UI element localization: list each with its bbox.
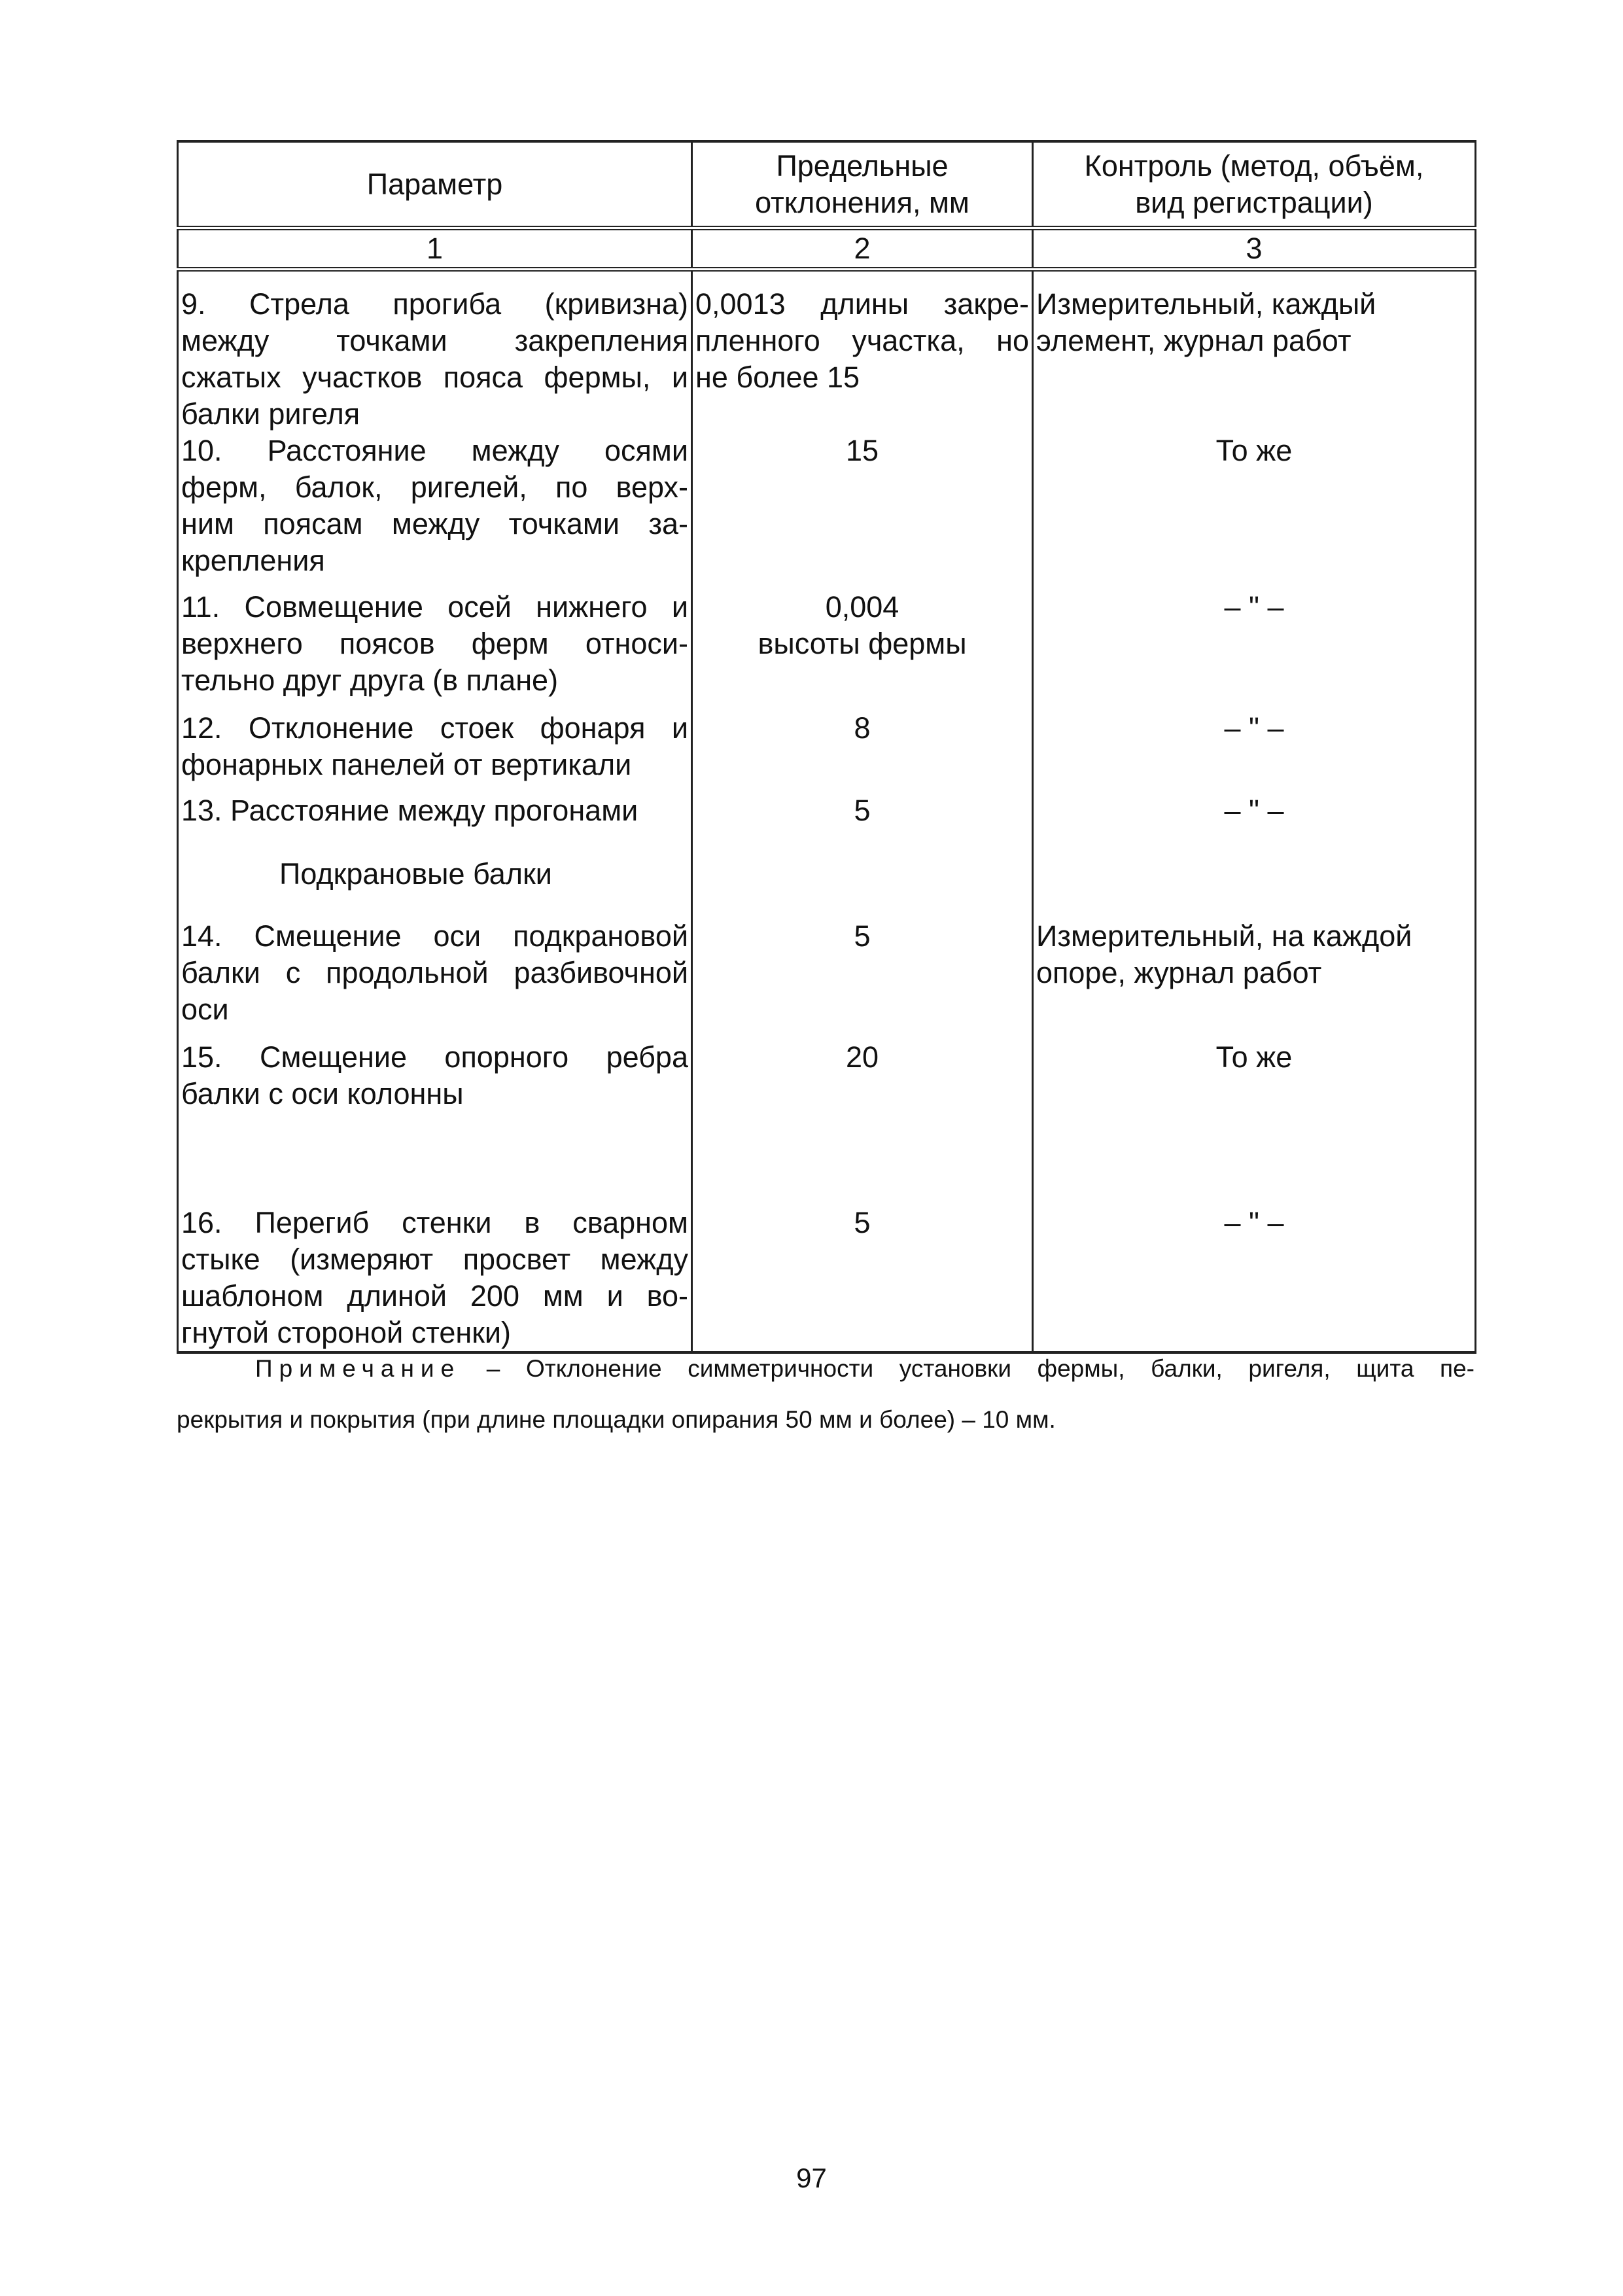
table-row xyxy=(178,1039,1476,1160)
deviation-cell-line: пленного участка, но xyxy=(695,324,1029,357)
deviation-cell-line: 5 xyxy=(854,919,871,953)
note-label: Примечание xyxy=(255,1355,461,1382)
parameter-cell-line: оси xyxy=(181,993,229,1026)
column-header-line: отклонения, мм xyxy=(755,185,969,219)
parameter-cell xyxy=(178,270,692,433)
control-cell xyxy=(1033,710,1476,792)
control-cell-line: То же xyxy=(1215,434,1293,467)
table-row xyxy=(178,710,1476,792)
table-row xyxy=(178,792,1476,856)
parameter-cell-line: 9. Стрела прогиба (кривизна) xyxy=(181,287,688,321)
deviation-cell-line: 0,004 xyxy=(825,590,899,624)
empty-cell xyxy=(1033,856,1476,918)
parameter-cell-line: верхнего поясов ферм относи- xyxy=(181,627,688,660)
column-header xyxy=(692,141,1033,228)
parameter-cell xyxy=(178,1039,692,1160)
control-cell xyxy=(1033,1160,1476,1352)
parameter-cell-line: сжатых участков пояса фермы, и xyxy=(181,361,688,394)
deviation-cell xyxy=(692,589,1033,710)
control-cell-line: элемент, журнал работ xyxy=(1036,324,1352,357)
parameter-cell xyxy=(178,710,692,792)
parameter-cell-line: 11. Совмещение осей нижнего и xyxy=(181,590,688,624)
column-header-line: Параметр xyxy=(366,167,503,201)
deviation-cell xyxy=(692,270,1033,433)
tolerances-table xyxy=(177,140,1476,1354)
control-cell-line: Измерительный, на каждой xyxy=(1036,919,1412,953)
parameter-cell xyxy=(178,433,692,589)
control-cell-line: – " – xyxy=(1224,711,1284,745)
column-number-row xyxy=(178,228,1476,270)
section-row xyxy=(178,856,1476,918)
control-cell-line: опоре, журнал работ xyxy=(1036,956,1322,989)
parameter-cell-line: тельно друг друга (в плане) xyxy=(181,663,559,697)
note-text-1: – Отклонение симметричности установки фермы, балки, ригеля, щита пе- xyxy=(461,1355,1475,1382)
control-cell xyxy=(1033,433,1476,589)
table-row xyxy=(178,433,1476,589)
parameter-cell-line: ферм, балок, ригелей, по верх- xyxy=(181,470,688,504)
column-number: 1 xyxy=(178,228,692,270)
parameter-cell-line: 12. Отклонение стоек фонаря и xyxy=(181,711,688,745)
parameter-cell-line: 10. Расстояние между осями xyxy=(181,434,688,467)
note-line-2: рекрытия и покрытия (при длине площадки опирания 50 мм и более) – 10 мм. xyxy=(177,1406,1056,1433)
section-title xyxy=(178,856,692,918)
deviation-cell-line: 5 xyxy=(854,794,871,827)
control-cell xyxy=(1033,589,1476,710)
table-row xyxy=(178,1160,1476,1352)
empty-cell xyxy=(692,856,1033,918)
column-header xyxy=(178,141,692,228)
parameter-cell xyxy=(178,918,692,1039)
page-number: 97 xyxy=(796,2163,827,2193)
column-header xyxy=(1033,141,1476,228)
column-number: 3 xyxy=(1033,228,1476,270)
parameter-cell xyxy=(178,589,692,710)
table-row xyxy=(178,589,1476,710)
parameter-cell-line: 13. Расстояние между прогонами xyxy=(181,794,638,827)
parameter-cell-line: ним поясам между точками за- xyxy=(181,507,688,540)
parameter-cell-line: балки ригеля xyxy=(181,397,360,431)
deviation-cell xyxy=(692,918,1033,1039)
deviation-cell-line: 15 xyxy=(845,434,879,467)
control-cell-line: – " – xyxy=(1224,1206,1284,1239)
control-cell xyxy=(1033,792,1476,856)
parameter-cell-line: между точками закрепления xyxy=(181,324,688,357)
control-cell xyxy=(1033,918,1476,1039)
parameter-cell-line: стыке (измеряют просвет между xyxy=(181,1243,688,1276)
deviation-cell-line: 8 xyxy=(854,711,871,745)
parameter-cell-line: балки с оси колонны xyxy=(181,1077,464,1110)
deviation-cell-line: 20 xyxy=(845,1040,879,1074)
section-title-text: Подкрановые балки xyxy=(279,857,552,891)
parameter-cell-line: крепления xyxy=(181,544,325,577)
parameter-cell-line: 15. Смещение опорного ребра xyxy=(181,1040,688,1074)
parameter-cell-line: фонарных панелей от вертикали xyxy=(181,748,632,781)
column-header-line: Предельные xyxy=(776,149,949,183)
deviation-cell xyxy=(692,1039,1033,1160)
parameter-cell-line: 16. Перегиб стенки в сварном xyxy=(181,1206,688,1239)
parameter-cell-line: балки с продольной разбивочной xyxy=(181,956,688,989)
parameter-cell xyxy=(178,792,692,856)
control-cell-line: То же xyxy=(1215,1040,1293,1074)
deviation-cell xyxy=(692,792,1033,856)
header-row xyxy=(178,141,1476,228)
table-row xyxy=(178,918,1476,1039)
deviation-cell xyxy=(692,710,1033,792)
control-cell xyxy=(1033,270,1476,433)
deviation-cell xyxy=(692,1160,1033,1352)
parameter-cell-line: гнутой стороной стенки) xyxy=(181,1316,512,1349)
control-cell-line: – " – xyxy=(1224,590,1284,624)
control-cell-line: Измерительный, каждый xyxy=(1036,287,1376,321)
deviation-cell-line: высоты фермы xyxy=(758,627,967,660)
table-row xyxy=(178,270,1476,433)
control-cell-line: – " – xyxy=(1224,794,1284,827)
parameter-cell xyxy=(178,1160,692,1352)
parameter-cell-line: 14. Смещение оси подкрановой xyxy=(181,919,688,953)
parameter-cell-line: шаблоном длиной 200 мм и во- xyxy=(181,1279,688,1313)
deviation-cell xyxy=(692,433,1033,589)
deviation-cell-line: 0,0013 длины закре- xyxy=(695,287,1029,321)
column-header-line: вид регистрации) xyxy=(1135,185,1373,219)
deviation-cell-line: не более 15 xyxy=(695,361,860,394)
note-line-1 xyxy=(177,1356,1475,1382)
column-number: 2 xyxy=(692,228,1033,270)
column-header-line: Контроль (метод, объём, xyxy=(1084,149,1424,183)
deviation-cell-line: 5 xyxy=(854,1206,871,1239)
control-cell xyxy=(1033,1039,1476,1160)
